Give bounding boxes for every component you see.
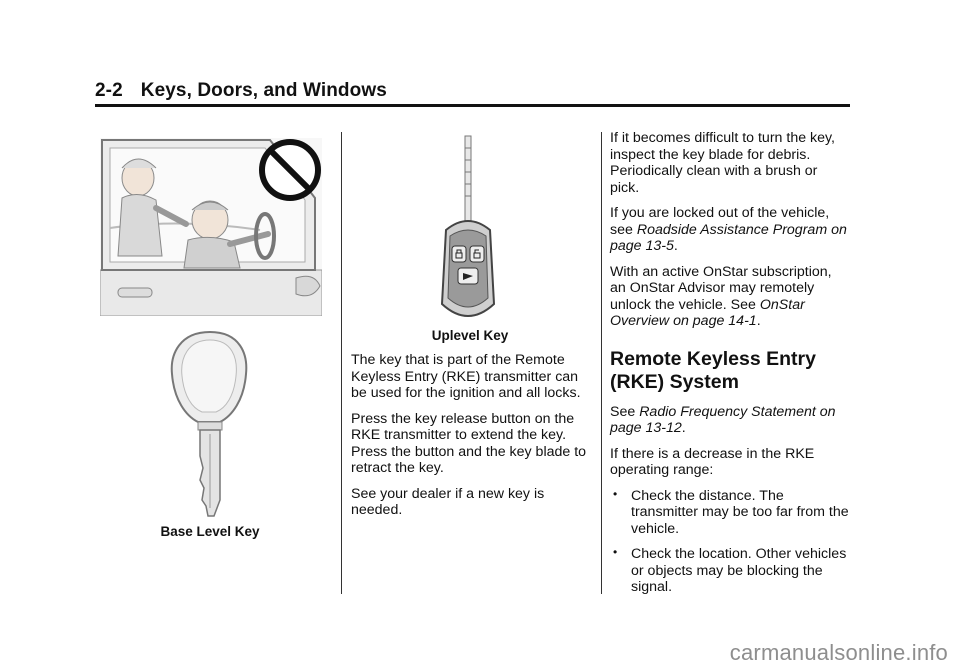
paragraph-text: If you are locked out of the vehicle, see <box>610 205 830 238</box>
section-title: Keys, Doors, and Windows <box>140 80 387 101</box>
watermark: carmanualsonline.info <box>729 640 948 665</box>
paragraph-text: . <box>756 313 761 329</box>
cross-reference-link[interactable]: Radio Frequency Statement on page 13-12 <box>610 403 836 436</box>
paragraph: If it becomes difficult to turn the key, inspect the key blade for debris. Periodically clean with a brush or pick. <box>610 130 836 196</box>
column-divider-right <box>601 132 602 594</box>
list-item-text: Check the distance. The transmitter may be too far from the vehicle. <box>631 487 849 537</box>
bullet-icon: • <box>613 545 618 559</box>
bullet-icon: • <box>613 486 618 501</box>
paragraph: If there is a decrease in the RKE operating range: <box>610 445 815 478</box>
paragraph: Press the key release button on the RKE transmitter to extend the key. Press the button and the key blade to retract the key. <box>351 410 587 476</box>
list-item-text: Check the location. Other vehicles or objects may be blocking the signal. <box>631 546 847 595</box>
paragraph-text: . <box>673 238 678 254</box>
middle-column-text <box>351 352 587 528</box>
page-header <box>95 80 387 102</box>
section-heading: Remote Keyless Entry (RKE) System <box>610 347 816 393</box>
paragraph <box>610 404 850 437</box>
bullet-list <box>610 488 850 596</box>
page-number: 2-2 <box>95 80 123 101</box>
paragraph-text: See <box>610 403 640 420</box>
base-level-key-illustration <box>168 330 252 520</box>
list-item <box>610 546 850 596</box>
paragraph <box>610 205 850 255</box>
paragraph: See your dealer if a new key is needed. <box>351 485 545 518</box>
column-divider-left <box>341 132 342 594</box>
paragraph-text: . <box>681 420 686 436</box>
base-level-key-caption: Base Level Key <box>160 524 260 539</box>
paragraph: The key that is part of the Remote Keyless Entry (RKE) transmitter can be used for the ignition and all locks. <box>351 352 581 401</box>
uplevel-key-illustration <box>436 134 500 324</box>
list-item <box>610 488 850 538</box>
uplevel-key-caption: Uplevel Key <box>431 328 509 343</box>
header-rule <box>95 104 850 107</box>
children-in-car-illustration <box>100 138 322 316</box>
cross-reference-link[interactable]: Roadside Assistance Program on page 13-5 <box>610 221 847 254</box>
paragraph-text: With an active OnStar subscription, an OnStar Advisor may remotely unlock the vehicle. See <box>610 263 832 313</box>
paragraph <box>610 264 850 330</box>
cross-reference-link[interactable]: OnStar Overview on page 14-1 <box>610 296 805 329</box>
right-column-text <box>610 130 850 605</box>
